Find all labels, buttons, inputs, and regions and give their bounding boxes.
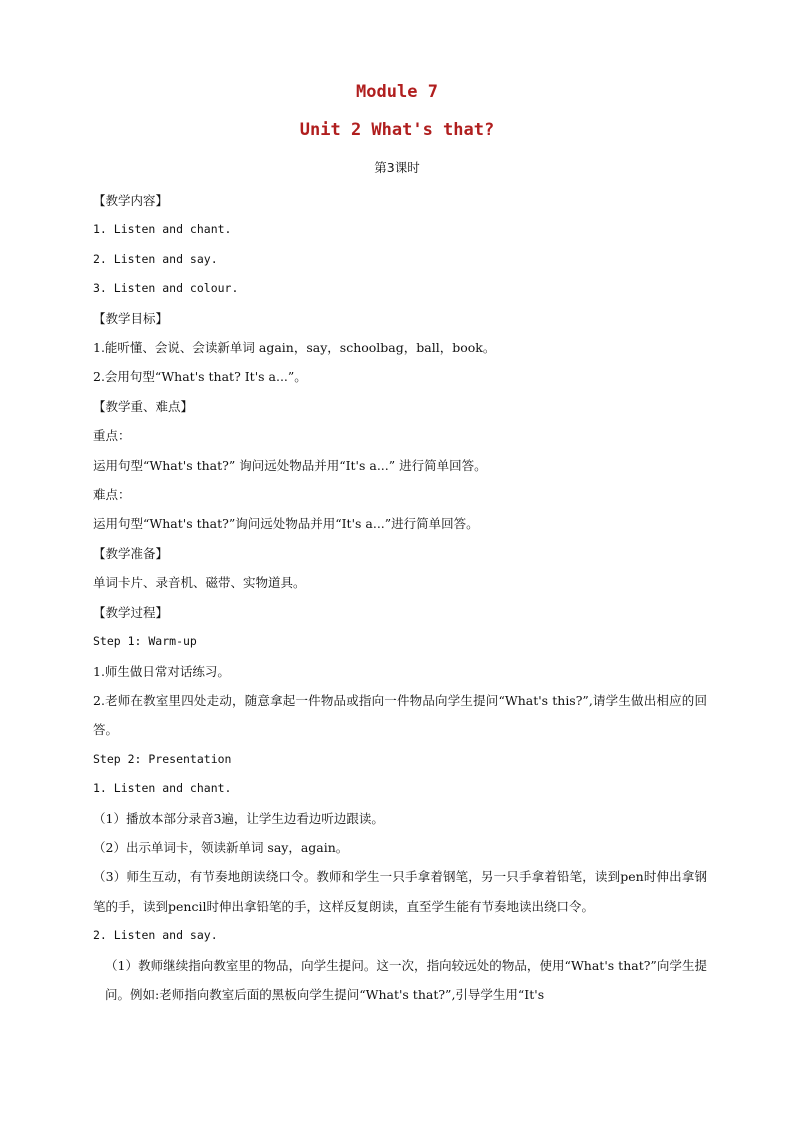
key-text: 运用句型“What's that?” 询问远处物品并用“It's a...” 进行简单回答。	[93, 457, 487, 473]
substep-item: （2）出示单词卡，领读新单词 say，again。	[93, 839, 349, 855]
step-item: 2.老师在教室里四处走动，随意拿起一件物品或指向一件物品向学生提问“What's this?”,请学生做出相应的回答。	[93, 692, 707, 738]
substep-heading: 1. Listen and chant.	[93, 781, 232, 796]
substep-heading: 2. Listen and say.	[93, 928, 218, 943]
substep-item: （1）教师继续指向教室里的物品，向学生提问。这一次，指向较远处的物品，使用“What's that?”向学生提问。例如:老师指向教室后面的黑板向学生提问“What's that?”,引导学生用“It's	[105, 957, 707, 1002]
step-item: 1.师生做日常对话练习。	[93, 663, 230, 679]
difficult-text: 运用句型“What's that?”询问远处物品并用“It's a...”进行简单回答。	[93, 516, 479, 532]
step-heading: Step 2: Presentation	[93, 751, 232, 766]
goal-item: 1.能听懂、会说、会读新单词 again，say，schoolbag，ball，book。	[93, 340, 496, 356]
section-heading-content: 【教学内容】	[93, 193, 169, 208]
content-item: 3. Listen and colour.	[93, 281, 239, 296]
difficult-label: 难点：	[93, 487, 131, 503]
key-label: 重点：	[93, 428, 131, 444]
lesson-number: 第3课时	[374, 160, 420, 175]
goal-item: 2.会用句型“What's that? It's a...”。	[93, 369, 307, 385]
substep-item: （1）播放本部分录音3遍，让学生边看边听边跟读。	[93, 810, 384, 826]
step-heading: Step 1: Warm-up	[93, 634, 197, 649]
content-item: 2. Listen and say.	[93, 251, 218, 266]
module-title: Module 7	[356, 82, 438, 102]
section-heading-preparation: 【教学准备】	[93, 545, 169, 561]
preparation-text: 单词卡片、录音机、磁带、实物道具。	[93, 575, 306, 591]
substep-item: （3）师生互动，有节奏地朗读绕口令。教师和学生一只手拿着钢笔，另一只手拿着铅笔，读到pen时伸出拿钢笔的手，读到pencil时伸出拿铅笔的手，这样反复朗读，直至学生能有节奏地读出绕口令。	[93, 869, 707, 914]
unit-title: Unit 2 What's that?	[299, 120, 495, 140]
section-heading-key-points: 【教学重、难点】	[93, 398, 194, 414]
lesson-body	[93, 186, 707, 1009]
section-heading-process: 【教学过程】	[93, 604, 169, 620]
section-heading-goals: 【教学目标】	[93, 310, 169, 326]
content-item: 1. Listen and chant.	[93, 222, 232, 237]
